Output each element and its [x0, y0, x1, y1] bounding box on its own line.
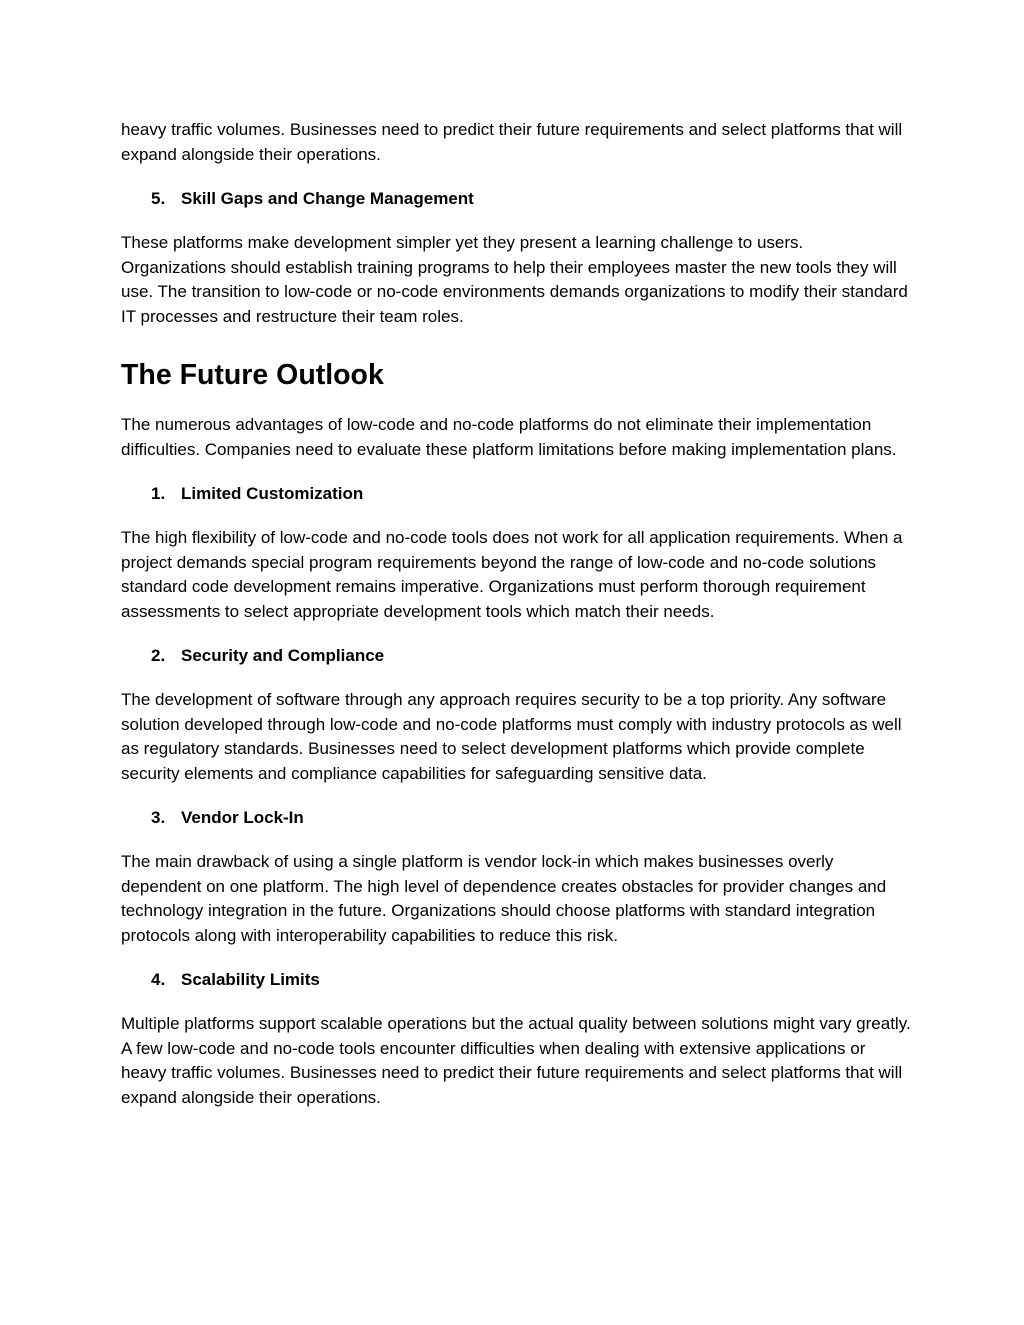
limited-customization-paragraph: The high flexibility of low-code and no-code tools does not work for all application requirements. When a project demands special program requirements beyond the range of low-code and no-code solutions standard code development remains imperative. Organizations must perform thorough requirement assessments to select appropriate development tools which match their needs. [121, 528, 903, 621]
scalability-limits-item-heading [121, 968, 911, 992]
spacer [121, 393, 911, 413]
item-title: Vendor Lock-In [181, 808, 304, 827]
future-outlook-intro-paragraph: The numerous advantages of low-code and no-code platforms do not eliminate their implementation difficulties. Companies need to evaluate these platform limitations before making implementation plans. [121, 415, 897, 459]
spacer [121, 506, 911, 526]
intro-continuation-paragraph: heavy traffic volumes. Businesses need to predict their future requirements and select platforms that will expand alongside their operations. [121, 120, 903, 164]
spacer [121, 948, 911, 968]
spacer [121, 462, 911, 482]
spacer [121, 992, 911, 1012]
document-page [121, 118, 911, 1110]
item-title: Limited Customization [181, 484, 364, 503]
security-compliance-item-heading [121, 644, 911, 668]
item-number: 3. [151, 808, 166, 827]
spacer [121, 830, 911, 850]
spacer [121, 668, 911, 688]
vendor-lock-in-item-heading [121, 806, 911, 830]
item-number: 2. [151, 646, 166, 665]
item-title: Skill Gaps and Change Management [181, 189, 474, 208]
item-number: 4. [151, 970, 166, 989]
limited-customization-item-heading [121, 482, 911, 506]
item-title: Security and Compliance [181, 646, 385, 665]
vendor-lock-in-paragraph: The main drawback of using a single platform is vendor lock-in which makes businesses overly dependent on one platform. The high level of dependence creates obstacles for provider changes and technology integration in the future. Organizations should choose platforms with standard integration protocols along with interoperability capabilities to reduce this risk. [121, 852, 887, 945]
spacer [121, 211, 911, 231]
skill-gaps-paragraph: These platforms make development simpler yet they present a learning challenge to users. Organizations should establish training programs to help their employees master the new tools they will use. The transition to low-code or no-code environments demands organizations to modify their standard IT processes and restructure their team roles. [121, 233, 908, 326]
item-number: 1. [151, 484, 166, 503]
spacer [121, 624, 911, 644]
security-compliance-paragraph: The development of software through any approach requires security to be a top priority. Any software solution developed through low-code and no-code platforms must comply with industry protocols as well as regulatory standards. Businesses need to select development platforms which provide complete security elements and compliance capabilities for safeguarding sensitive data. [121, 690, 902, 783]
skill-gaps-item-heading [121, 187, 911, 211]
section-heading-future-outlook: The Future Outlook [121, 359, 384, 391]
item-number: 5. [151, 189, 166, 208]
scalability-limits-paragraph: Multiple platforms support scalable operations but the actual quality between solutions might vary greatly. A few low-code and no-code tools encounter difficulties when dealing with extensive applications or heavy traffic volumes. Businesses need to predict their future requirements and select platforms that will expand alongside their operations. [121, 1014, 911, 1107]
spacer [121, 786, 911, 806]
spacer [121, 167, 911, 187]
spacer [121, 329, 911, 357]
item-title: Scalability Limits [181, 970, 320, 989]
